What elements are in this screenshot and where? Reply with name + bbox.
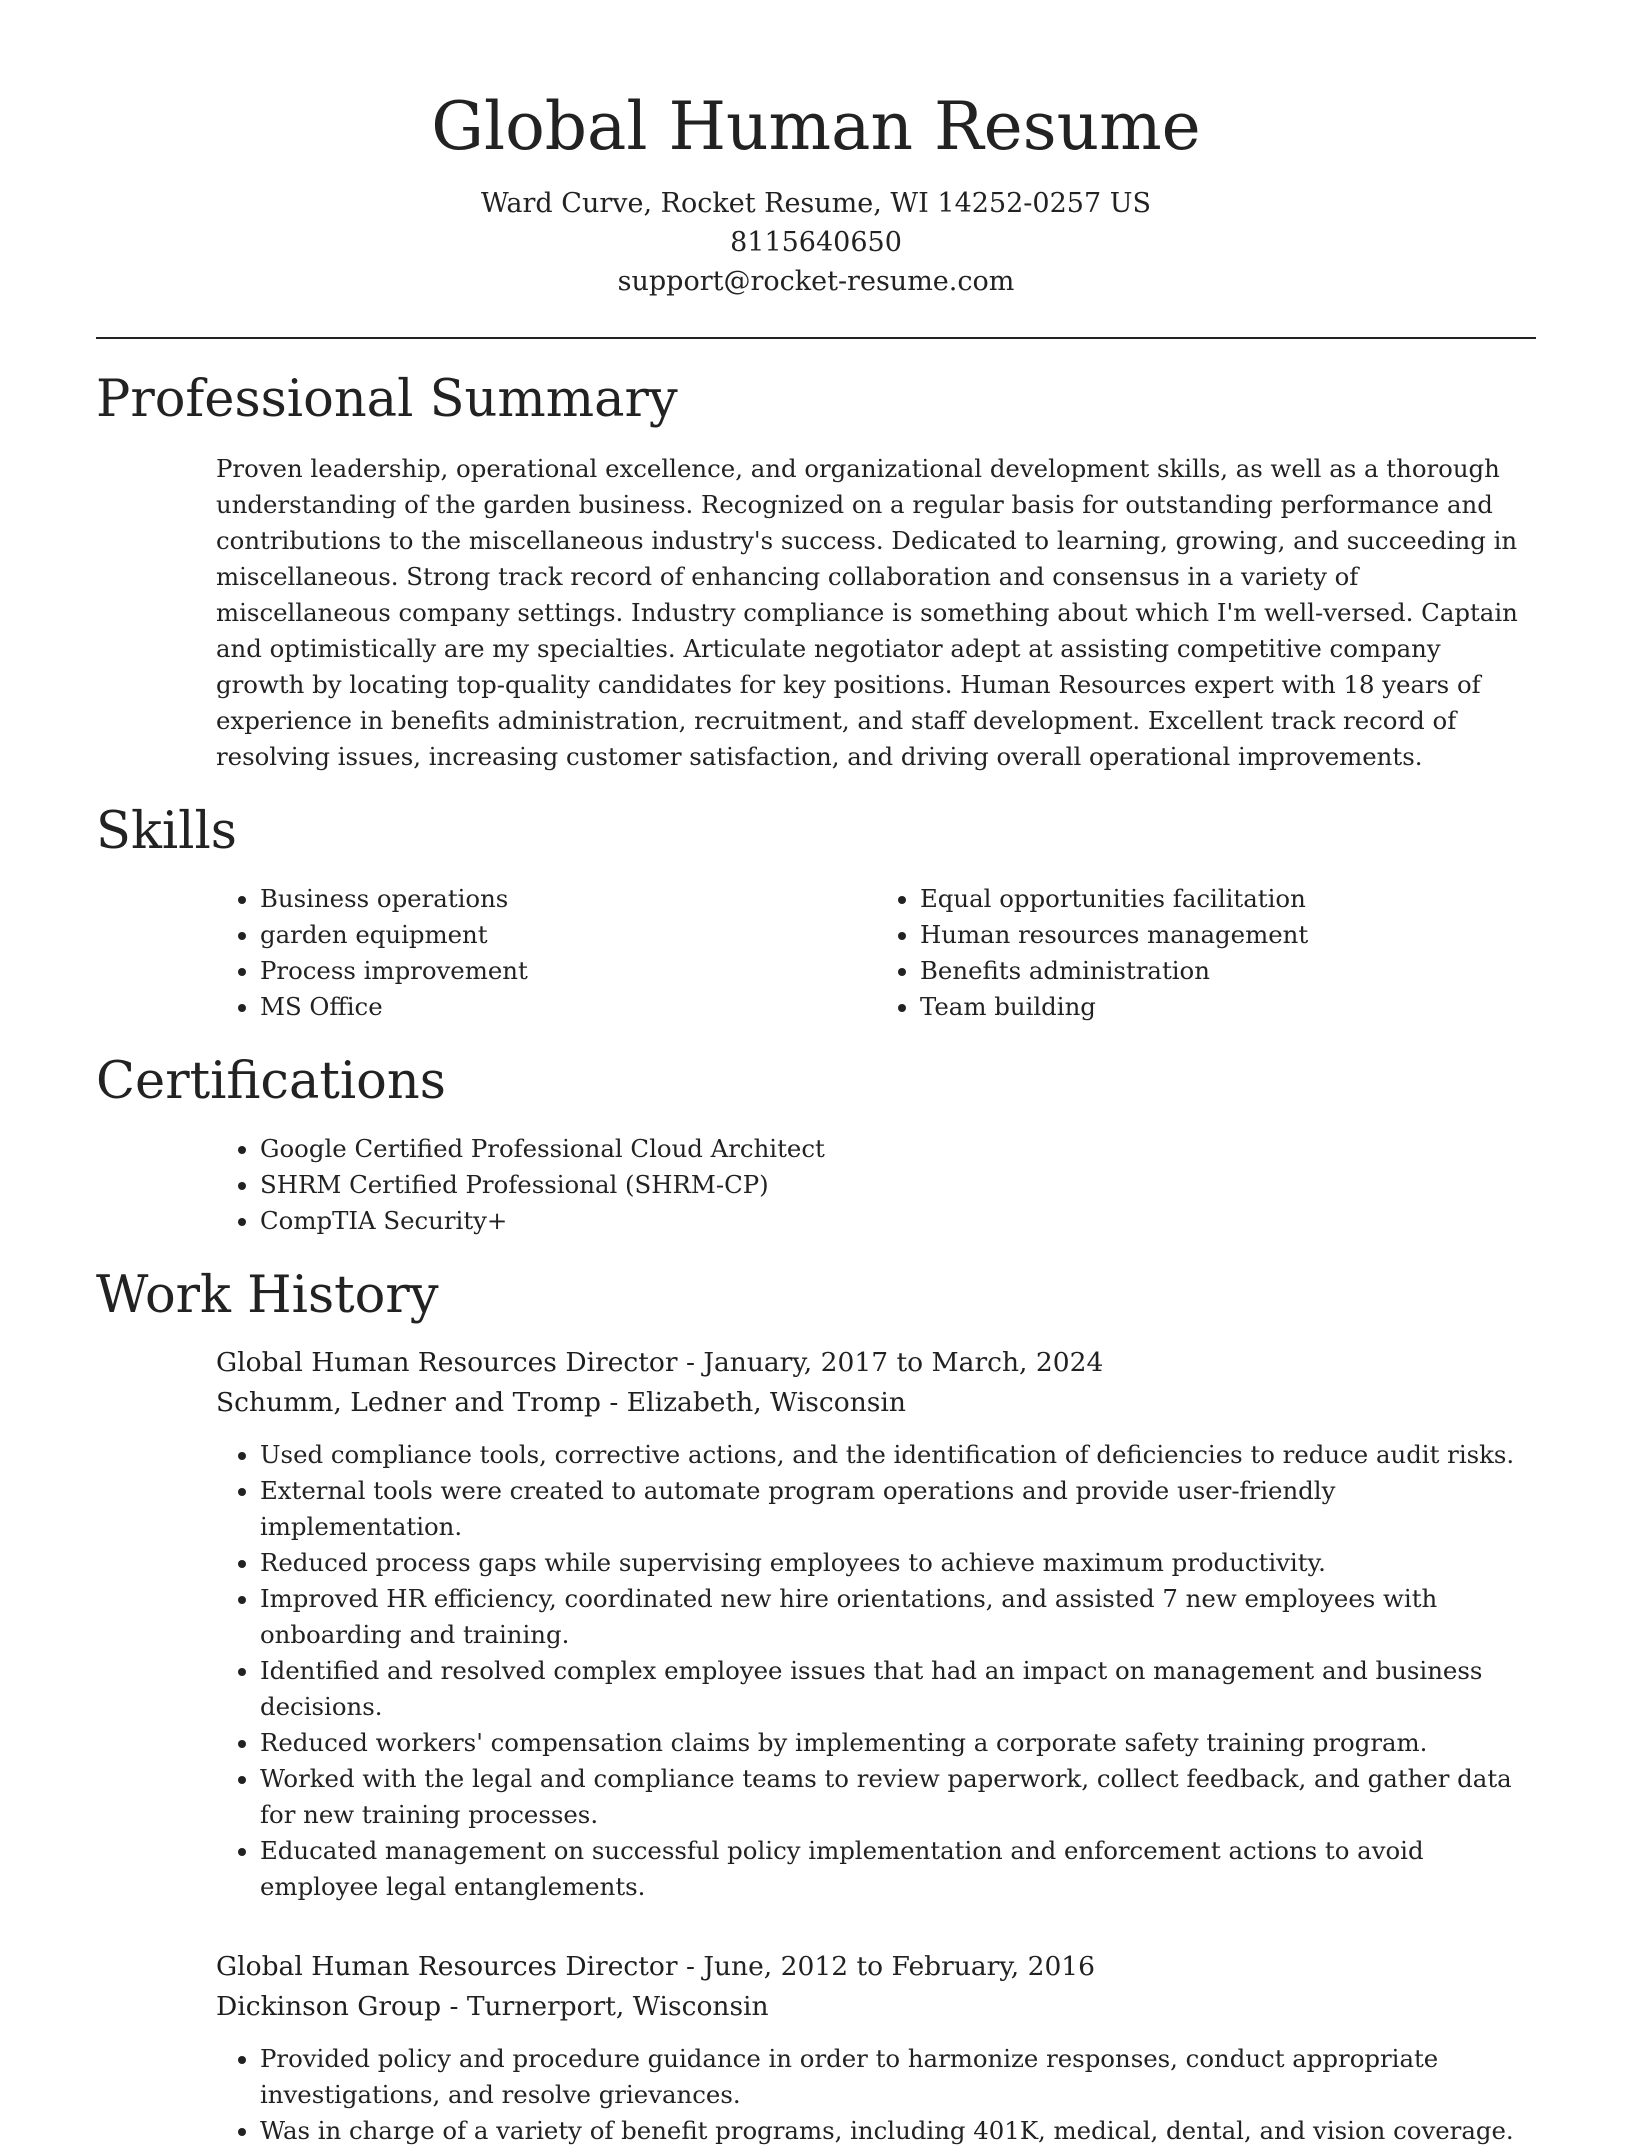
certifications-section — [96, 1025, 1536, 1239]
job-bullet: • Educated management on successful policy implementation and enforcement actions to avoid employee legal entanglements. — [260, 1833, 1536, 1905]
certification-item: • Google Certified Professional Cloud Architect — [260, 1131, 1536, 1167]
job-title: Global Human Resources Director — [216, 1347, 678, 1378]
job-company: Schumm, Ledner and Tromp — [216, 1387, 601, 1418]
job-dates: January, 2017 to March, 2024 — [703, 1347, 1104, 1378]
certification-item: • SHRM Certified Professional (SHRM-CP) — [260, 1167, 1536, 1203]
job-bullet: • Was in charge of a variety of benefit programs, including 401K, medical, dental, and vision coverage. — [260, 2113, 1536, 2149]
contact-email: support@rocket-resume.com — [617, 266, 1015, 297]
job-bullet: • Used compliance tools, corrective actions, and the identification of deficiencies to reduce audit risks. — [260, 1437, 1536, 1473]
job-title-line — [216, 1343, 1536, 1383]
job-entry — [216, 1947, 1536, 2149]
contact-address: Ward Curve, Rocket Resume, WI 14252-0257 US — [481, 188, 1151, 219]
skill-item: • Process improvement — [260, 953, 876, 989]
skills-title: Skills — [96, 802, 237, 861]
professional-summary-section — [96, 339, 1536, 775]
job-separator: - — [677, 1951, 704, 1982]
job-location: Turnerport, Wisconsin — [466, 1991, 769, 2022]
summary-text: Proven leadership, operational excellence, and organizational development skills, as well as a thorough understanding of the garden business. Recognized on a regular basis for outstanding performance and contributions to the miscellaneous industry's success. Dedicated to learning, growing, and succeeding in miscellaneous. Strong track record of enhancing collaboration and consensus in a variety of miscellaneous company settings. Industry compliance is something about which I'm well-versed. Captain and optimistically are my specialties. Articulate negotiator adept at assisting competitive company growth by locating top-quality candidates for key positions. Human Resources expert with 18 years of experience in benefits administration, recruitment, and staff development. Excellent track record of resolving issues, increasing customer satisfaction, and driving overall operational improvements. — [216, 454, 1518, 771]
skills-left-column — [216, 881, 876, 1025]
skill-item: • Benefits administration — [920, 953, 1536, 989]
job-separator: - — [677, 1347, 704, 1378]
work-history-section — [96, 1239, 1536, 2149]
job-bullet: • Reduced process gaps while supervising employees to achieve maximum productivity. — [260, 1545, 1536, 1581]
job-separator: - — [441, 1991, 467, 2022]
summary-title: Professional Summary — [96, 370, 678, 429]
job-title-line — [216, 1947, 1536, 1987]
skills-section — [96, 775, 1536, 1025]
job-bullet: • Provided policy and procedure guidance in order to harmonize responses, conduct appropriate investigations, and resolve grievances. — [260, 2041, 1536, 2113]
skills-grid — [216, 881, 1536, 1025]
job-title: Global Human Resources Director — [216, 1951, 678, 1982]
job-bullet: • Improved HR efficiency, coordinated new hire orientations, and assisted 7 new employees with onboarding and training. — [260, 1581, 1536, 1653]
job-bullets — [216, 1437, 1536, 1905]
certifications-title: Certifications — [96, 1052, 446, 1111]
job-bullet: • Reduced workers' compensation claims by implementing a corporate safety training program. — [260, 1725, 1536, 1761]
certification-item: • CompTIA Security+ — [260, 1203, 1536, 1239]
skill-item: • MS Office — [260, 989, 876, 1025]
candidate-name: Global Human Resume — [431, 88, 1201, 165]
job-bullet: • Worked with the legal and compliance teams to review paperwork, collect feedback, and gather data for new training processes. — [260, 1761, 1536, 1833]
job-bullet: • External tools were created to automate program operations and provide user-friendly implementation. — [260, 1473, 1536, 1545]
resume-header — [96, 0, 1536, 301]
job-dates: June, 2012 to February, 2016 — [703, 1951, 1096, 1982]
contact-block — [96, 184, 1536, 301]
job-company-line — [216, 1383, 1536, 1423]
job-company: Dickinson Group — [216, 1991, 442, 2022]
skill-item: • Team building — [920, 989, 1536, 1025]
skill-item: • Business operations — [260, 881, 876, 917]
job-separator: - — [600, 1387, 627, 1418]
job-company-line — [216, 1987, 1536, 2027]
skill-item: • Equal opportunities facilitation — [920, 881, 1536, 917]
certifications-list — [216, 1131, 1536, 1239]
contact-phone: 8115640650 — [730, 227, 902, 258]
job-bullet: • Identified and resolved complex employee issues that had an impact on management and business decisions. — [260, 1653, 1536, 1725]
job-entry — [216, 1343, 1536, 1905]
skills-right-column — [876, 881, 1536, 1025]
work-history-title: Work History — [96, 1266, 439, 1325]
job-location: Elizabeth, Wisconsin — [626, 1387, 906, 1418]
job-bullets — [216, 2041, 1536, 2149]
skill-item: • garden equipment — [260, 917, 876, 953]
skill-item: • Human resources management — [920, 917, 1536, 953]
